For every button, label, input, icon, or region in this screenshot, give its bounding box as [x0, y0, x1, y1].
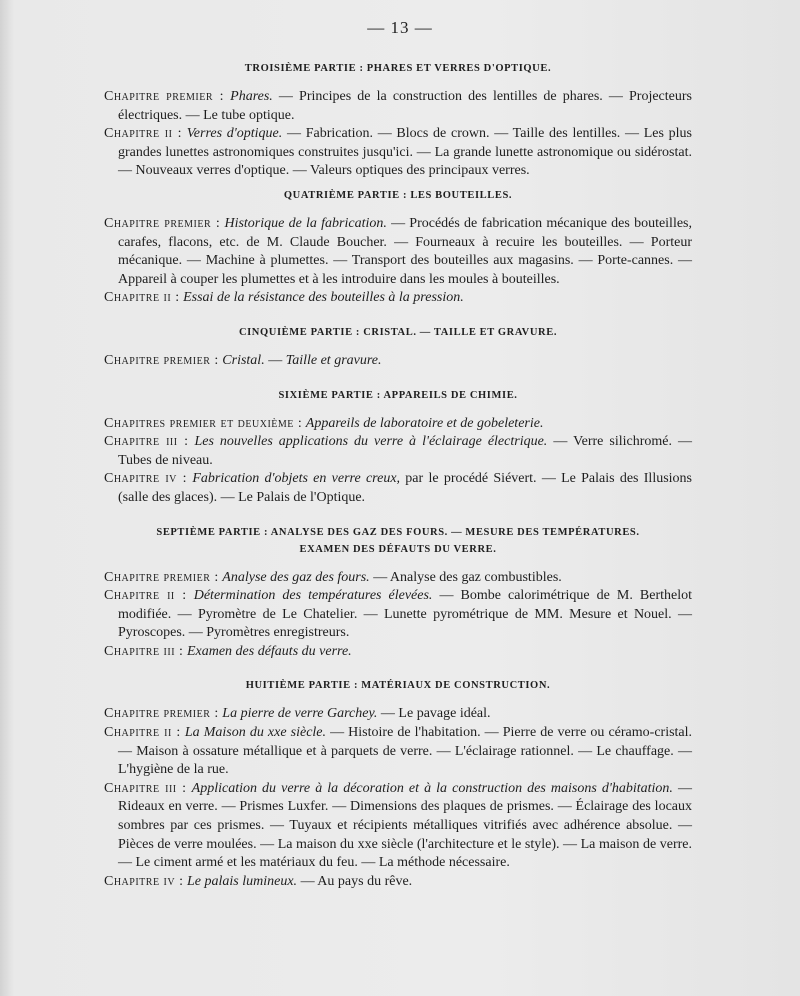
chapter-summary: — Analyse des gaz combustibles.: [369, 569, 562, 585]
chapter-label: Chapitre iii :: [104, 434, 189, 450]
chapter-entry: [104, 125, 692, 181]
chapter-summary: — Bombe calorimétrique de M. Berthelot modifiée. — Pyromètre de Le Chatelier. — Lunette pyrométrique de MM. Mesure et Nouel. — Pyroscopes. — Pyromètres enregistreurs.: [118, 588, 692, 641]
chapter-label: Chapitre premier :: [104, 706, 219, 722]
chapter-entry: [104, 780, 692, 873]
chapter-summary: — Principes de la construction des lentilles de phares. — Projecteurs électriques. — Le tube optique.: [118, 89, 692, 123]
chapter-entry: [104, 289, 692, 308]
chapter-entry: [104, 352, 692, 371]
chapter-label: Chapitre iv :: [104, 873, 184, 889]
chapter-label: Chapitre iii :: [104, 780, 187, 796]
chapter-title: Détermination des températures élevées.: [193, 588, 433, 604]
chapter-summary: — Rideaux en verre. — Prismes Luxfer. — Dimensions des plaques de prismes. — Éclairage des locaux sombres par ces prismes. — Tuyaux et récipients métalliques vitrifiés avec adhérence absolue. — Pièces de verre moulées. — La maison du xxe siècle (l'architecture et le style). — La maison de verre. — Le ciment armé et les matériaux du feu. — La méthode nécessaire.: [118, 780, 693, 871]
chapter-title: Cristal.: [222, 352, 265, 368]
table-of-contents: [104, 60, 692, 891]
chapter-summary: — Au pays du rêve.: [297, 873, 413, 889]
page-number: — 13 —: [367, 18, 433, 37]
chapter-entry: [104, 88, 692, 125]
chapter-label: Chapitre ii :: [104, 588, 187, 604]
chapter-summary: — Procédés de fabrication mécanique des bouteilles, carafes, flacons, etc. de M. Claude Boucher. — Fourneaux à recuire les bouteilles. — Porteur mécanique. — Machine à plumettes. — Transport des bouteilles aux magasins. — Porte-cannes. — Appareil à couper les plumettes et à les introduire dans les moules à bouteilles.: [118, 215, 693, 287]
part-heading-5: CINQUIÈME PARTIE : CRISTAL. — TAILLE ET GRAVURE.: [238, 326, 558, 338]
chapter-entry: [104, 569, 692, 588]
chapter-entry: [104, 433, 692, 470]
chapter-entry: [104, 705, 692, 724]
chapter-title: Application du verre à la décoration et à la construction des maisons d'habitation.: [191, 780, 673, 796]
part-heading-7-line2: EXAMEN DES DÉFAUTS DU VERRE.: [299, 543, 497, 555]
chapter-label: Chapitre premier :: [104, 569, 219, 585]
chapter-label: Chapitre ii :: [104, 725, 181, 741]
chapter-title: La pierre de verre Garchey.: [222, 706, 378, 722]
chapter-summary: — Le pavage idéal.: [377, 706, 491, 722]
chapter-title: Historique de la fabrication.: [224, 215, 387, 231]
chapter-separator: —: [264, 352, 286, 368]
chapter-entry: [104, 724, 692, 780]
chapter-label: Chapitre iii :: [104, 643, 184, 659]
chapter-label: Chapitre ii :: [104, 290, 180, 306]
part-heading-8: HUITIÈME PARTIE : MATÉRIAUX DE CONSTRUCTION.: [245, 680, 551, 692]
part-heading-6: SIXIÈME PARTIE : APPAREILS DE CHIMIE.: [278, 389, 518, 401]
chapter-label: Chapitre premier :: [104, 89, 225, 104]
part-heading-4: QUATRIÈME PARTIE : LES BOUTEILLES.: [283, 189, 513, 201]
chapter-title: Le palais lumineux.: [187, 873, 298, 889]
chapter-entry: [104, 873, 692, 892]
chapter-title: Phares.: [230, 89, 273, 104]
chapter-title: Appareils de laboratoire et de gobeleterie.: [305, 415, 544, 431]
chapter-title: Taille et gravure.: [285, 352, 382, 368]
chapter-summary: — Verre silichromé. — Tubes de niveau.: [118, 434, 692, 468]
chapter-label: Chapitres premier et deuxième :: [104, 415, 303, 431]
chapter-summary: — Histoire de l'habitation. — Pierre de verre ou céramo-cristal. — Maison à ossature métallique et à parquets de verre. — L'éclairage rationnel. — Le chauffage. — L'hygiène de la rue.: [118, 725, 693, 778]
chapter-title: La Maison du xxe siècle.: [184, 725, 327, 741]
chapter-title: Analyse des gaz des fours.: [222, 569, 370, 585]
chapter-label: Chapitre premier :: [104, 215, 221, 231]
chapter-summary: par le procédé Siévert. — Le Palais des Illusions (salle des glaces). — Le Palais de l'Optique.: [118, 471, 692, 505]
chapter-title: Les nouvelles applications du verre à l'éclairage électrique.: [194, 434, 548, 450]
chapter-title: Examen des défauts du verre.: [186, 643, 352, 659]
chapter-title: Verres d'optique.: [186, 126, 283, 142]
chapter-entry: [104, 643, 692, 662]
chapter-title: Essai de la résistance des bouteilles à la pression.: [183, 290, 464, 306]
part-heading-3: TROISIÈME PARTIE : PHARES ET VERRES D'OPTIQUE.: [244, 63, 552, 74]
chapter-title: Fabrication d'objets en verre creux,: [192, 471, 401, 487]
chapter-label: Chapitre ii :: [104, 126, 183, 142]
chapter-entry: [104, 215, 692, 289]
chapter-label: Chapitre premier :: [104, 352, 219, 368]
chapter-label: Chapitre iv :: [104, 471, 188, 487]
chapter-summary: — Fabrication. — Blocs de crown. — Taille des lentilles. — Les plus grandes lunettes astronomiques construites jusqu'ici. — La grande lunette astronomique ou sidérostat. — Nouveaux verres d'optique. — Valeurs optiques des principaux verres.: [118, 126, 692, 179]
chapter-entry: [104, 470, 692, 507]
part-heading-7: SEPTIÈME PARTIE : ANALYSE DES GAZ DES FOURS. — MESURE DES TEMPÉRATURES.: [156, 526, 640, 538]
chapter-entry: [104, 415, 692, 434]
chapter-entry: [104, 587, 692, 643]
